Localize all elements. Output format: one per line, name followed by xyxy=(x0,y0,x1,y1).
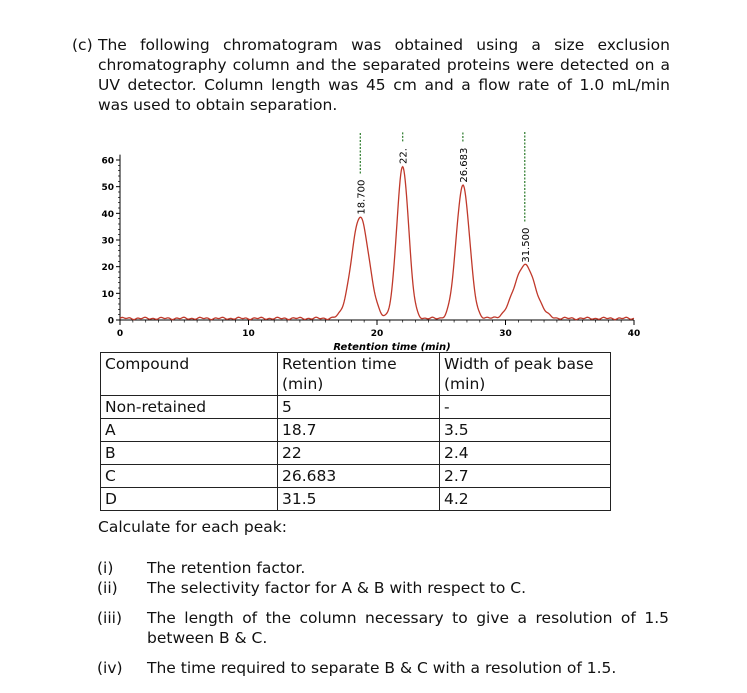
table-row xyxy=(101,465,611,488)
peak-label: 31.500 xyxy=(520,227,532,263)
y-tick-label: 0 xyxy=(107,316,114,327)
y-tick-label: 40 xyxy=(101,209,114,220)
x-tick-label: 10 xyxy=(242,329,255,339)
table-cell: C xyxy=(101,465,278,488)
data-table xyxy=(100,352,611,511)
question-part xyxy=(97,578,669,598)
part-number: (i) xyxy=(97,559,114,577)
peak-label: 26.683 xyxy=(458,147,470,183)
table-cell: A xyxy=(101,419,278,442)
table-header-cell: Width of peak base (min) xyxy=(440,353,611,396)
part-number: (iv) xyxy=(97,659,123,677)
part-text: The selectivity factor for A & B with respect to C. xyxy=(147,579,527,597)
table-header-cell: Retention time (min) xyxy=(278,353,440,396)
part-text: The length of the column necessary to give a resolution of 1.5 between B & C. xyxy=(147,609,669,647)
table-row xyxy=(101,396,611,419)
y-tick-label: 60 xyxy=(101,156,114,167)
question-part xyxy=(97,658,669,678)
table-cell: 31.5 xyxy=(278,488,440,511)
question-parts xyxy=(97,558,669,678)
question-part xyxy=(97,608,669,648)
peak-label-group xyxy=(459,132,470,183)
calc-prompt: Calculate for each peak: xyxy=(98,518,287,536)
question-part xyxy=(97,558,669,578)
table-row xyxy=(101,419,611,442)
table-cell: 4.2 xyxy=(440,488,611,511)
question-text xyxy=(98,35,670,115)
part-number: (ii) xyxy=(97,579,118,597)
table-cell: Non-retained xyxy=(101,396,278,419)
table-cell: B xyxy=(101,442,278,465)
y-tick-label: 50 xyxy=(101,183,114,194)
peak-labels xyxy=(356,132,531,263)
x-tick-label: 30 xyxy=(499,329,512,339)
chromatogram-trace xyxy=(120,167,634,320)
part-text: The time required to separate B & C with a resolution of 1.5. xyxy=(147,659,617,677)
table-header-cell: Compound xyxy=(101,353,278,396)
question-text-rest: chromatography column and the separated proteins were detected on a UV detector. Column length was 45 cm and a flow rate of 1.0 mL/min was used to obtain separation. xyxy=(98,56,670,114)
x-tick-label: 40 xyxy=(627,329,641,339)
table-cell: 18.7 xyxy=(278,419,440,442)
table-cell: - xyxy=(440,396,611,419)
table-cell: 26.683 xyxy=(278,465,440,488)
y-tick-label: 20 xyxy=(101,263,114,274)
x-tick-label: 20 xyxy=(370,329,384,339)
table-cell: 2.4 xyxy=(440,442,611,465)
peak-label-group xyxy=(399,132,410,164)
spacer xyxy=(97,598,669,608)
part-text: The retention factor. xyxy=(147,559,306,577)
chromatogram-chart xyxy=(92,120,652,355)
y-tick-label: 10 xyxy=(101,289,114,300)
question-text-line1: The following chromatogram was obtained using a size exclusion xyxy=(98,36,670,54)
table-cell: 5 xyxy=(278,396,440,419)
peak-label: 22. xyxy=(398,148,410,164)
peak-label-group xyxy=(521,132,532,263)
question-intro xyxy=(72,35,670,115)
table-cell: 22 xyxy=(278,442,440,465)
x-axis-label: Retention time (min) xyxy=(333,342,451,353)
y-axis xyxy=(101,155,120,327)
x-origin-label: 0 xyxy=(116,329,124,339)
table-cell: D xyxy=(101,488,278,511)
question-label: (c) xyxy=(72,36,93,54)
trace-line xyxy=(120,167,634,320)
part-number: (iii) xyxy=(97,609,123,627)
table-cell: 3.5 xyxy=(440,419,611,442)
y-tick-label: 30 xyxy=(101,236,114,247)
spacer xyxy=(97,648,669,658)
table-header-row xyxy=(101,353,611,396)
peak-label: 18.700 xyxy=(356,179,368,215)
peak-label-group xyxy=(356,132,367,215)
table-cell: 2.7 xyxy=(440,465,611,488)
x-axis xyxy=(117,320,640,339)
table-row xyxy=(101,442,611,465)
table-row xyxy=(101,488,611,511)
